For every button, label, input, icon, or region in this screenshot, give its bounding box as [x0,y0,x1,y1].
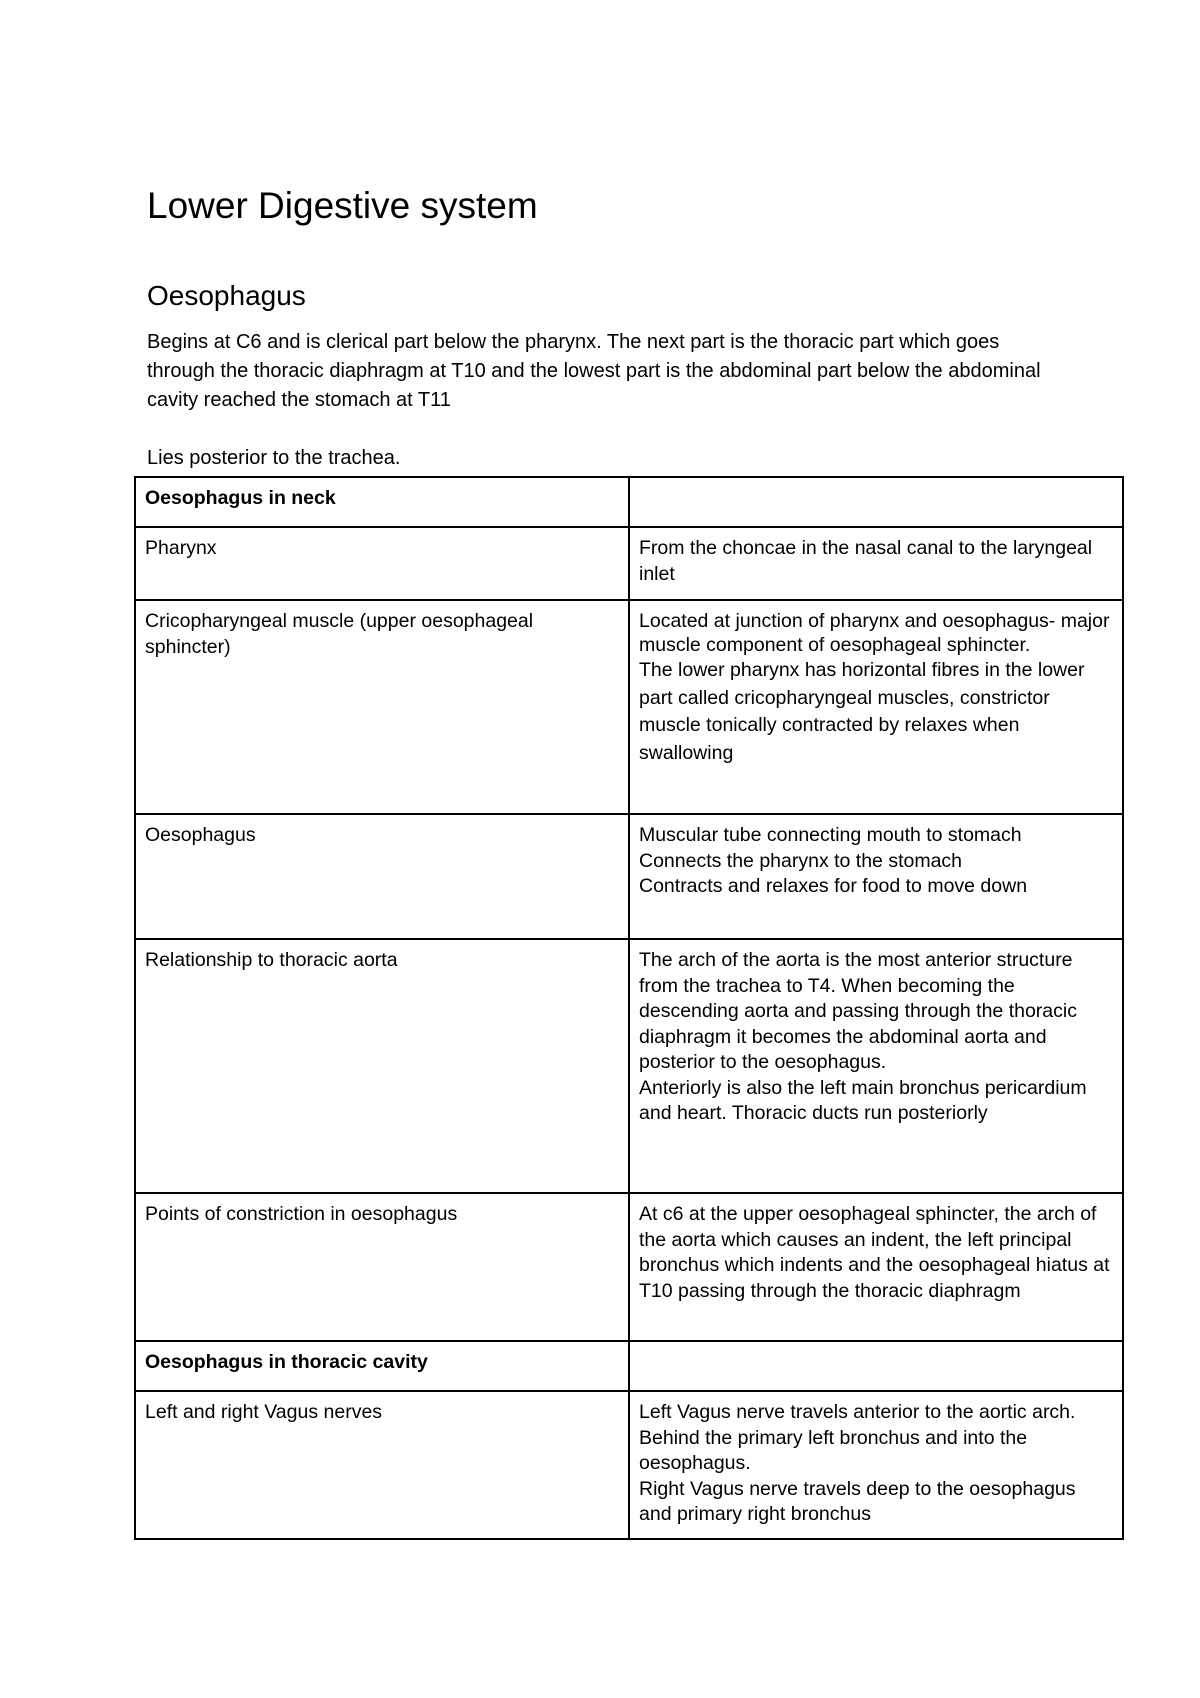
trachea-note: Lies posterior to the trachea. [147,447,401,469]
term-cell: Pharynx [135,527,629,600]
description-cell [629,939,1123,1193]
table-row [135,1391,1123,1539]
description-line: Left Vagus nerve travels anterior to the aortic arch. Behind the primary left bronchus and into the oesophagus. [639,1401,1076,1474]
term-cell: Points of constriction in oesophagus [135,1193,629,1341]
description-line: Contracts and relaxes for food to move down [639,875,1028,897]
document-title: Lower Digestive system [147,185,538,226]
table-row [135,600,1123,814]
intro-paragraph: Begins at C6 and is clerical part below the pharynx. The next part is the thoracic part which goes through the thoracic diaphragm at T10 and the lowest part is the abdominal part below the abdominal cavity reached the stomach at T11 [147,331,1041,411]
description-line: Anteriorly is also the left main bronchus pericardium and heart. Thoracic ducts run posteriorly [639,1076,1087,1124]
table-section-row [135,1341,1123,1391]
description-line: From the choncae in the nasal canal to the laryngeal inlet [639,537,1093,585]
description-line: Right Vagus nerve travels deep to the oesophagus and primary right bronchus [639,1477,1076,1525]
description-line: Connects the pharynx to the stomach [639,849,963,872]
description-line: The arch of the aorta is the most anterior structure from the trachea to T4. When becoming the descending aorta and passing through the thoracic diaphragm it becomes the abdominal aorta and posterior to the oesophagus. [639,949,1077,1073]
table-row [135,814,1123,939]
term-cell: Cricopharyngeal muscle (upper oesophageal sphincter) [135,600,629,814]
section-label-neck: Oesophagus in neck [135,477,629,527]
description-line: At c6 at the upper oesophageal sphincter, the arch of the aorta which causes an indent, the left principal bronchus which indents and the oesophageal hiatus at T10 passing through the thoracic diaphragm [639,1203,1110,1302]
description-line: Muscular tube connecting mouth to stomach [639,824,1022,846]
table-section-row [135,477,1123,527]
description-line: Located at junction of pharynx and oesophagus- major muscle component of oesophageal sphincter. [639,610,1110,656]
oesophagus-table [134,476,1124,1540]
table-row [135,939,1123,1193]
table-row [135,527,1123,600]
term-cell: Relationship to thoracic aorta [135,939,629,1193]
table-row [135,1193,1123,1341]
term-cell: Left and right Vagus nerves [135,1391,629,1539]
description-cell [629,814,1123,939]
description-line: The lower pharynx has horizontal fibres in the lower part called cricopharyngeal muscles, constrictor muscle tonically contracted by relaxes when swallowing [639,659,1085,764]
description-cell [629,1391,1123,1539]
term-cell: Oesophagus [135,814,629,939]
section-label-thoracic: Oesophagus in thoracic cavity [135,1341,629,1391]
section-heading: Oesophagus [147,280,306,311]
section-value-thoracic [629,1341,1123,1391]
description-cell [629,1193,1123,1341]
document-page [145,178,1110,1525]
description-cell [629,600,1123,814]
section-value-neck [629,477,1123,527]
description-cell [629,527,1123,600]
